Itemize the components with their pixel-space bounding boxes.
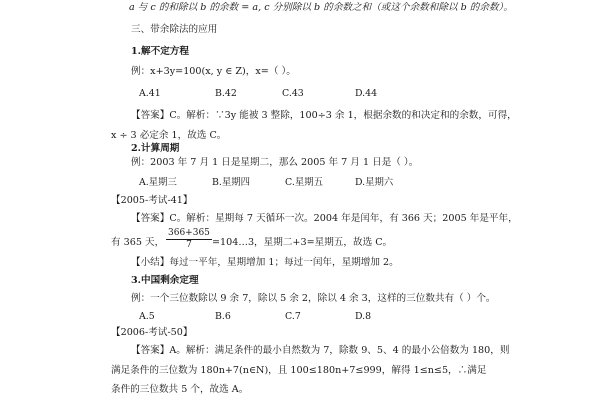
q2-fraction-denominator: 7 <box>186 240 192 250</box>
q2-option-b: B.星期四 <box>212 177 250 188</box>
q2-option-a: A.星期三 <box>139 177 177 188</box>
q2-heading: 2.计算周期 <box>131 143 180 154</box>
q2-question: 例：2003 年 7 月 1 日是星期二，那么 2005 年 7 月 1 日是（ ）。 <box>131 157 419 168</box>
q2-answer-prefix: 有 365 天， <box>111 237 165 248</box>
q3-option-b: B.6 <box>215 311 231 322</box>
q2-fraction-numerator: 366+365 <box>168 228 210 238</box>
q2-answer-suffix: =104…3，星期二+3=星期五，故选 C。 <box>212 237 393 248</box>
q1-heading: 1.解不定方程 <box>131 46 189 57</box>
section-title: 三、带余除法的应用 <box>131 24 218 35</box>
intro-line: a 与 c 的和除以 b 的余数 = a, c 分别除以 b 的余数之和（或这个余数和除以 b 的余数）。 <box>129 2 513 13</box>
q1-answer-line1: 【答案】C。解析：∵3y 能被 3 整除，100÷3 余 1，根据余数的和决定和的余数，可得， <box>131 110 517 121</box>
q3-question: 例：一个三位数除以 9 余 7，除以 5 余 2，除以 4 余 3，这样的三位数共有（ ）个。 <box>131 293 496 304</box>
q2-option-d: D.星期六 <box>355 177 394 188</box>
q3-option-a: A.5 <box>139 311 155 322</box>
q1-answer-line2: x ÷ 3 必定余 1，故选 C。 <box>111 130 227 141</box>
q3-source: 【2006-考试-50】 <box>111 327 193 338</box>
q1-question: 例：x+3y=100(x, y ∈ Z)，x=（ ）。 <box>131 66 296 77</box>
q3-heading: 3.中国剩余定理 <box>131 275 199 286</box>
q2-answer-line1: 【答案】C。解析：星期每 7 天循环一次。2004 年是闰年，有 366 天；2005 年是平年， <box>131 213 518 224</box>
q2-summary: 【小结】每过一平年，星期增加 1；每过一闰年，星期增加 2。 <box>131 257 399 268</box>
q3-option-d: D.8 <box>355 311 372 322</box>
q1-option-d: D.44 <box>355 88 378 99</box>
q2-option-c: C.星期五 <box>285 177 323 188</box>
q1-option-a: A.41 <box>139 88 161 99</box>
q3-option-c: C.7 <box>285 311 301 322</box>
q1-option-b: B.42 <box>215 88 237 99</box>
q3-answer-line3: 条件的三位数共 5 个，故选 A。 <box>111 384 249 395</box>
q2-source: 【2005-考试-41】 <box>111 195 193 206</box>
q3-answer-line2: 满足条件的三位数为 180n+7(n∈N)，且 100≤180n+7≤999，解得 1≤n≤5，∴满足 <box>111 365 487 376</box>
q1-option-c: C.43 <box>282 88 304 99</box>
q2-fraction <box>166 228 212 251</box>
q3-answer-line1: 【答案】A。解析：满足条件的最小自然数为 7，除数 9、5、4 的最小公倍数为 180，则 <box>131 345 510 356</box>
